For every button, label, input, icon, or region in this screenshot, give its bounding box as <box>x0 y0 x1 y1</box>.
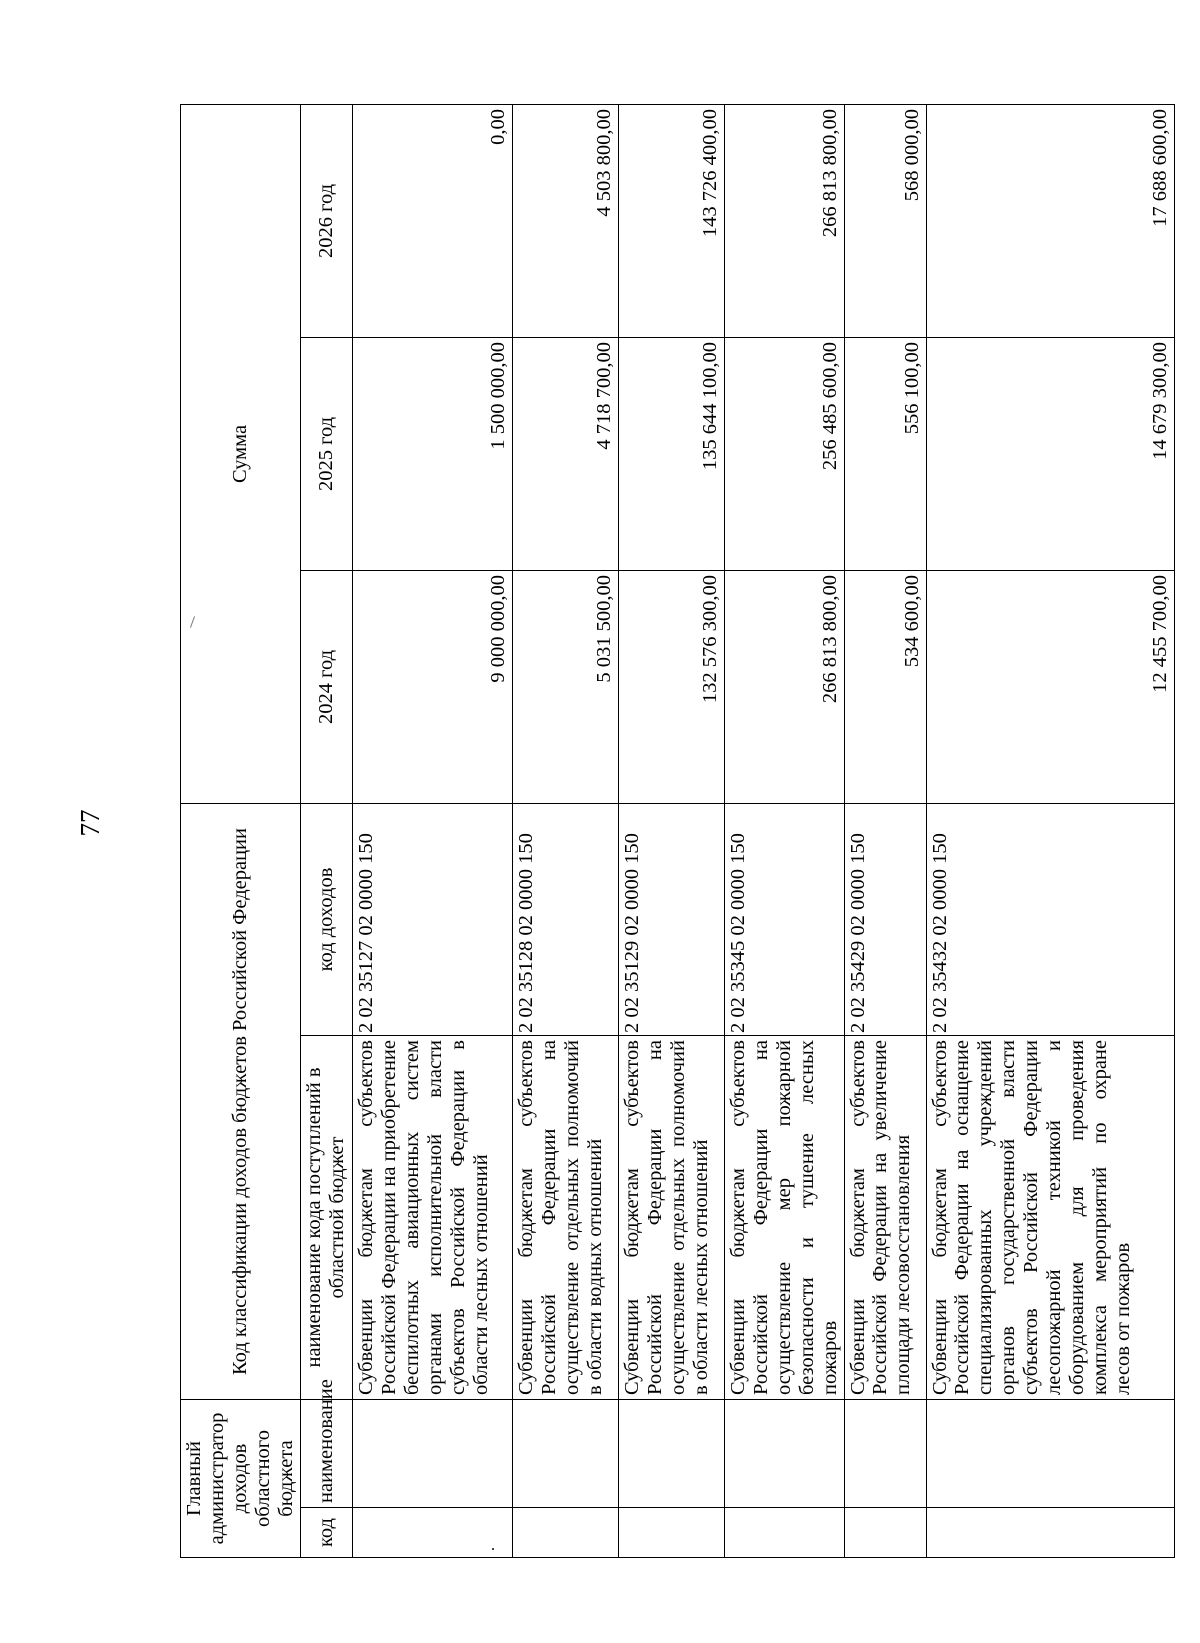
revenue-name-cell: Субвенции бюджетам субъектов Российской Федерации на оснащение специализированных учреждений органов государственной власти субъектов Российской Федерации лесопожарной техникой и оборудованием для проведения комплекса мероприятий по охране лесов от пожаров <box>926 1036 1174 1400</box>
sum-2026-cell: 0,00 <box>352 104 512 337</box>
revenue-name-cell: Субвенции бюджетам субъектов Российской Федерации на увеличение площади лесовосстановления <box>844 1036 926 1400</box>
sum-2024-cell: 534 600,00 <box>844 570 926 803</box>
table-row <box>512 104 618 1557</box>
admin-code-cell <box>926 1508 1174 1558</box>
sum-2026-cell: 568 000,00 <box>844 104 926 337</box>
table-row <box>724 104 844 1557</box>
revenue-code-cell: 2 02 35345 02 0000 150 <box>724 803 844 1035</box>
admin-code-cell <box>618 1508 724 1558</box>
admin-code-cell <box>352 1508 512 1558</box>
sum-2024-cell: 132 576 300,00 <box>618 570 724 803</box>
revenue-name-cell: Субвенции бюджетам субъектов Российской Федерации на осуществление отдельных полномочий в области лесных отношений <box>618 1036 724 1400</box>
admin-name-cell <box>844 1400 926 1508</box>
sum-2025-cell: 556 100,00 <box>844 337 926 570</box>
admin-code-cell <box>724 1508 844 1558</box>
admin-code-cell <box>844 1508 926 1558</box>
revenue-name-cell: Субвенции бюджетам субъектов Российской Федерации на приобретение беспилотных авиационных систем органами исполнительной власти субъектов Российской Федерации в области лесных отношений <box>352 1036 512 1400</box>
admin-code-header: код <box>300 1508 352 1558</box>
page-number: 77 <box>75 809 105 837</box>
revenue-name-cell: Субвенции бюджетам субъектов Российской Федерации на осуществление мер пожарной безопасности и тушение лесных пожаров <box>724 1036 844 1400</box>
sum-2025-cell: 256 485 600,00 <box>724 337 844 570</box>
admin-name-cell <box>926 1400 1174 1508</box>
revenue-code-cell: 2 02 35128 02 0000 150 <box>512 803 618 1035</box>
revenue-name-cell: Субвенции бюджетам субъектов Российской Федерации на осуществление отдельных полномочий в области водных отношений <box>512 1036 618 1400</box>
admin-group-header: Главный администратор доходов областного бюджета <box>181 1400 301 1558</box>
year-2024-header: 2024 год <box>300 570 352 803</box>
revenue-code-cell: 2 02 35127 02 0000 150 <box>352 803 512 1035</box>
sum-2024-cell: 12 455 700,00 <box>926 570 1174 803</box>
revenue-code-cell: 2 02 35129 02 0000 150 <box>618 803 724 1035</box>
table-row <box>618 104 724 1557</box>
sum-2025-cell: 135 644 100,00 <box>618 337 724 570</box>
sum-2024-cell: 9 000 000,00 <box>352 570 512 803</box>
classification-group-header: Код классификации доходов бюджетов Российской Федерации <box>181 803 301 1399</box>
sum-2026-cell: 266 813 800,00 <box>724 104 844 337</box>
table-row <box>352 104 512 1557</box>
sum-group-header: Сумма <box>181 104 301 803</box>
sum-2026-cell: 143 726 400,00 <box>618 104 724 337</box>
revenue-table <box>180 104 1175 1558</box>
admin-code-cell <box>512 1508 618 1558</box>
table-wrapper <box>180 105 1171 1558</box>
sum-2025-cell: 4 718 700,00 <box>512 337 618 570</box>
rotated-page-area <box>180 105 1171 1558</box>
revenue-code-header: код доходов <box>300 803 352 1035</box>
admin-name-cell <box>512 1400 618 1508</box>
table-row <box>844 104 926 1557</box>
admin-name-header: наименование <box>300 1400 352 1508</box>
sum-2026-cell: 17 688 600,00 <box>926 104 1174 337</box>
sum-2026-cell: 4 503 800,00 <box>512 104 618 337</box>
revenue-code-cell: 2 02 35429 02 0000 150 <box>844 803 926 1035</box>
revenue-code-cell: 2 02 35432 02 0000 150 <box>926 803 1174 1035</box>
admin-name-cell <box>352 1400 512 1508</box>
sum-2025-cell: 1 500 000,00 <box>352 337 512 570</box>
admin-name-cell <box>618 1400 724 1508</box>
scan-dot <box>492 1548 494 1550</box>
sum-2024-cell: 266 813 800,00 <box>724 570 844 803</box>
sum-2024-cell: 5 031 500,00 <box>512 570 618 803</box>
year-2026-header: 2026 год <box>300 104 352 337</box>
revenue-name-header: наименование кода поступлений в областной бюджет <box>300 1036 352 1400</box>
table-row <box>926 104 1174 1557</box>
sum-2025-cell: 14 679 300,00 <box>926 337 1174 570</box>
year-2025-header: 2025 год <box>300 337 352 570</box>
admin-name-cell <box>724 1400 844 1508</box>
